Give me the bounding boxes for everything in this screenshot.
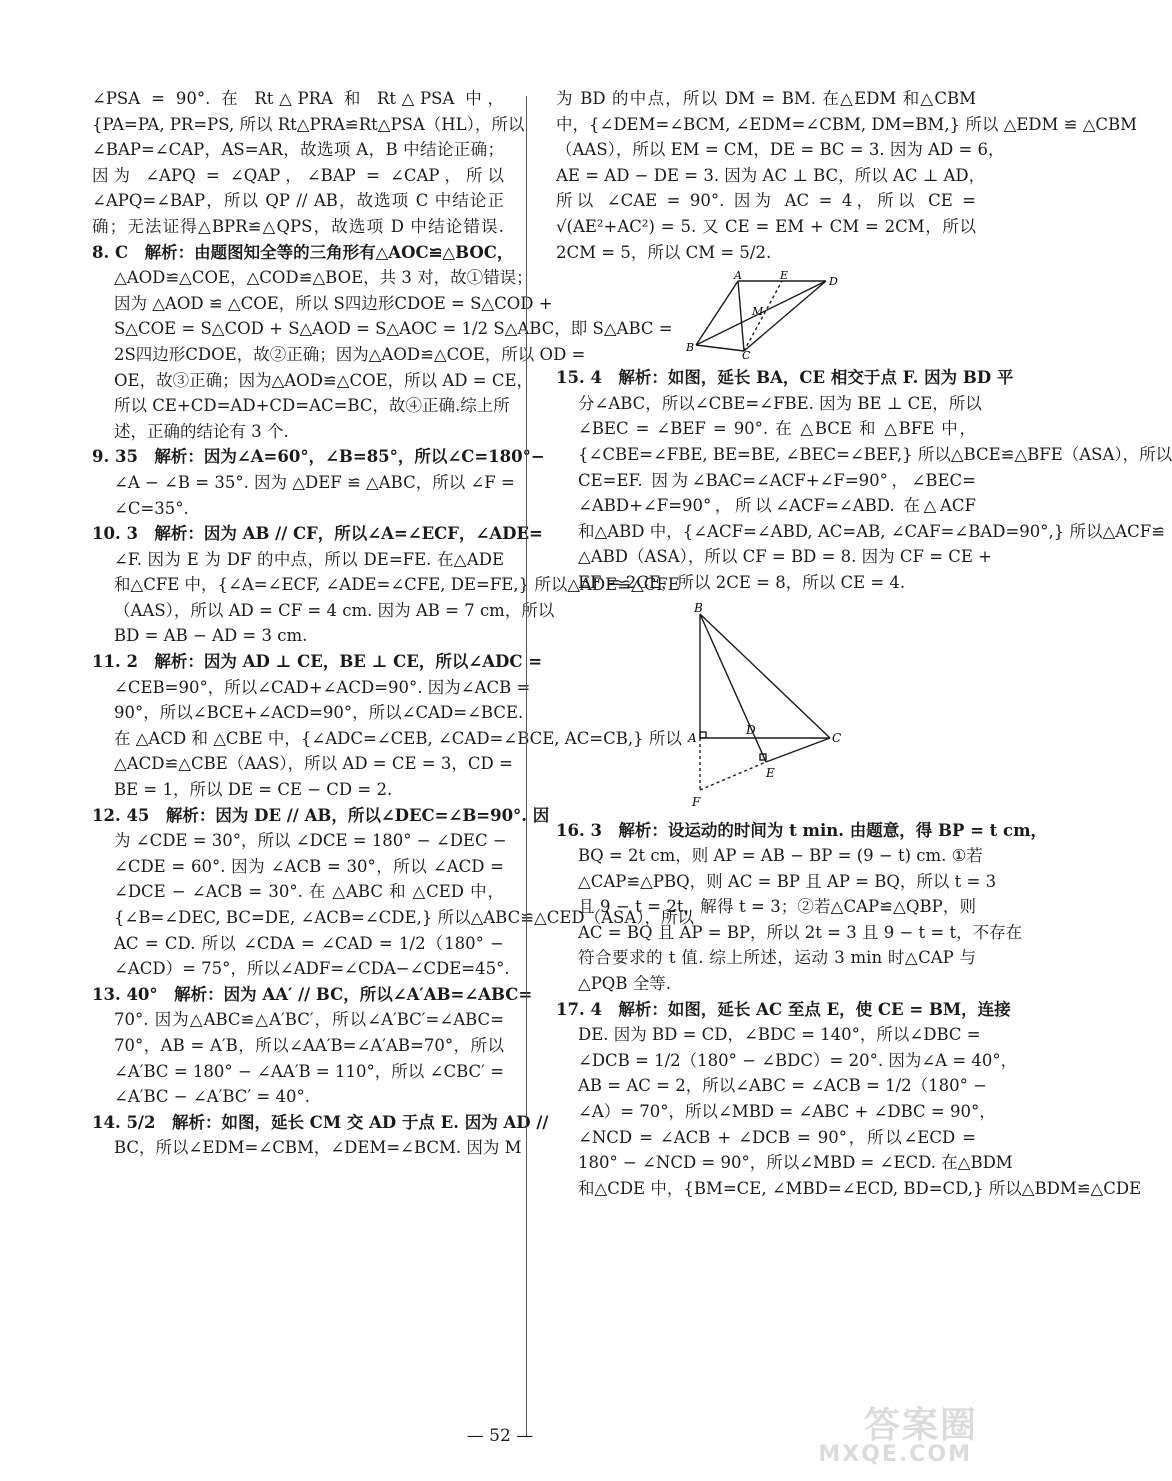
- text-line: 因为 △AOD ≌ △COE，所以 S四边形CDOE = S△COD +: [114, 293, 553, 313]
- fig14-label-d: D: [829, 275, 838, 289]
- text-line: △ABD（ASA），所以 CF = BD = 8. 因为 CF = CE +: [578, 547, 993, 567]
- text-line: BQ = 2t cm，则 AP = AB − BP = (9 − t) cm. ①若: [578, 846, 983, 866]
- fig15-label-b: B: [694, 600, 703, 615]
- text-line: OE，故③正确；因为△AOD≌△COE，所以 AD = CE，: [114, 370, 534, 390]
- text-line: ∠DCB = 1/2（180° − ∠BDC）= 20°. 因为∠A = 40°，: [578, 1050, 1018, 1070]
- page-number-value: 52: [489, 1426, 511, 1446]
- text-line: DE. 因为 BD = CD，∠BDC = 140°，所以∠DBC =: [578, 1025, 981, 1045]
- text-line: ∠ABD+∠F=90°，所以∠ACF=∠ABD. 在△ACF: [578, 496, 976, 516]
- text-line: △CAP≌△PBQ，则 AC = BP 且 AP = BQ，所以 t = 3: [578, 871, 997, 891]
- fig14-label-e: E: [780, 269, 789, 283]
- text-line: AE = AD − DE = 3. 因为 AC ⊥ BC，所以 AC ⊥ AD，: [556, 165, 986, 185]
- text-line: {PA=PA, PR=PS, 所以 Rt△PRA≌Rt△PSA（HL），所以: [92, 114, 525, 134]
- answer-item-16: 16. 3 解析：设运动的时间为 t min. 由题意，得 BP = t cm，: [556, 820, 1048, 840]
- text-line: 2S四边形CDOE，故②正确；因为△AOD≌△COE，所以 OD =: [114, 344, 586, 364]
- text-line: 和△ABD 中，{∠ACF=∠ABD, AC=AB, ∠CAF=∠BAD=90°,} 所以△ACF≌: [578, 521, 1166, 541]
- text-line: 符合要求的 t 值. 综上所述，运动 3 min 时△CAP 与: [578, 948, 976, 968]
- answer-item-8: 8. C 解析：由题图知全等的三角形有△AOC≌△BOC，: [92, 242, 514, 262]
- text-line: △AOD≌△COE，△COD≌△BOE，共 3 对，故①错误；: [114, 268, 533, 288]
- fig15-label-f: F: [692, 794, 701, 809]
- text-line: 所以 ∠CAE = 90°. 因为 AC = 4，所以 CE =: [556, 191, 976, 211]
- answer-item-14: 14. 5/2 解析：如图，延长 CM 交 AD 于点 E. 因为 AD //: [92, 1112, 549, 1132]
- fig14-label-m: M: [752, 305, 764, 319]
- watermark-logo: [808, 1397, 978, 1467]
- text-line: 因为 ∠APQ = ∠QAP，∠BAP = ∠CAP，所以: [92, 165, 504, 185]
- text-line: AC = CD. 所以 ∠CDA = ∠CAD = 1/2（180° −: [114, 933, 504, 953]
- answer-item-9: 9. 35 解析：因为∠A=60°，∠B=85°，所以∠C=180°−: [92, 447, 545, 467]
- text-line: ∠A − ∠B = 35°. 因为 △DEF ≌ △ABC，所以 ∠F =: [114, 472, 515, 492]
- watermark-url: MXQE.COM: [818, 1442, 972, 1467]
- text-line: ∠A′BC = 180° − ∠AA′B = 110°，所以 ∠CBC′ =: [114, 1061, 504, 1081]
- text-line: 为 BD 的中点，所以 DM = BM. 在△EDM 和△CBM: [556, 89, 976, 108]
- text-line: ∠A′BC − ∠A′BC′ = 40°.: [114, 1087, 310, 1107]
- text-line: 为 ∠CDE = 30°，所以 ∠DCE = 180° − ∠DEC −: [114, 831, 507, 851]
- text-line: （AAS），所以 AD = CF = 4 cm. 因为 AB = 7 cm，所以: [114, 600, 555, 620]
- text-line: ∠BEC = ∠BEF = 90°. 在 △BCE 和 △BFE 中，: [578, 419, 976, 439]
- text-line: {∠B=∠DEC, BC=DE, ∠ACB=∠CDE,} 所以△ABC≌△CED（ASA），所以: [114, 908, 695, 927]
- text-line: 述，正确的结论有 3 个.: [114, 421, 289, 441]
- figure-14-diagram: [686, 269, 846, 363]
- fig15-label-e: E: [766, 765, 775, 780]
- answer-item-13: 13. 40° 解析：因为 AA′ // BC，所以∠A′AB=∠ABC=: [92, 984, 533, 1004]
- text-line: 且 9 − t = 2t，解得 t = 3；②若△CAP≌△QBP，则: [578, 897, 976, 917]
- text-line: ∠F. 因为 E 为 DF 的中点，所以 DE=FE. 在△ADE: [114, 549, 504, 569]
- text-line: （AAS），所以 EM = CM，DE = BC = 3. 因为 AD = 6，: [556, 140, 1005, 160]
- column-divider: [526, 96, 527, 1436]
- right-column: [556, 86, 1172, 1201]
- fig15-label-d: D: [746, 722, 756, 737]
- text-line: 确；无法证得△BPR≌△QPS，故选项 D 中结论错误.: [92, 216, 504, 236]
- answer-item-17: 17. 4 解析：如图，延长 AC 至点 E，使 CE = BM，连接: [556, 999, 1011, 1019]
- text-line: √(AE²+AC²) = 5. 又 CE = EM + CM = 2CM，所以: [556, 216, 976, 236]
- text-line: 70°. 因为△ABC≌△A′BC′，所以∠A′BC′=∠ABC=: [114, 1010, 504, 1030]
- text-line: ∠NCD = ∠ACB + ∠DCB = 90°，所以∠ECD =: [578, 1127, 976, 1147]
- text-line: 和△CFE 中，{∠A=∠ECF, ∠ADE=∠CFE, DE=FE,} 所以△ADE≌△CFE: [114, 575, 680, 595]
- text-line: 在 △ACD 和 △CBE 中，{∠ADC=∠CEB, ∠CAD=∠BCE, AC=CB,} 所以: [114, 728, 682, 748]
- answer-item-11: 11. 2 解析：因为 AD ⊥ CE，BE ⊥ CE，所以∠ADC =: [92, 652, 543, 672]
- text-line: EF = 2CE，所以 2CE = 8，所以 CE = 4.: [578, 572, 906, 592]
- text-line: 90°，所以∠BCE+∠ACD=90°，所以∠CAD=∠BCE.: [114, 703, 524, 723]
- text-line: S△COE = S△COD + S△AOD = S△AOC = 1/2 S△ABC，即 S△ABC =: [114, 319, 673, 339]
- text-line: {∠CBE=∠FBE, BE=BE, ∠BEC=∠BEF,} 所以△BCE≌△BFE（ASA），所以: [578, 444, 1172, 464]
- text-line: BD = AB − AD = 3 cm.: [114, 626, 308, 646]
- page-number: — 52 —: [466, 1426, 534, 1446]
- fig14-label-a: A: [734, 269, 742, 283]
- text-line: ∠BAP=∠CAP，AS=AR，故选项 A，B 中结论正确；: [92, 140, 504, 160]
- text-line: 中，{∠DEM=∠BCM, ∠EDM=∠CBM, DM=BM,} 所以 △EDM ≌ △CBM: [556, 114, 1138, 134]
- text-line: ∠A）= 70°，所以∠MBD = ∠ABC + ∠DBC = 90°，: [578, 1102, 996, 1122]
- answer-item-12: 12. 45 解析：因为 DE // AB，所以∠DEC=∠B=90°. 因: [92, 805, 550, 825]
- text-line: CE=EF. 因为∠BAC=∠ACF+∠F=90°，∠BEC=: [578, 470, 976, 490]
- text-line: 180° − ∠NCD = 90°，所以∠MBD = ∠ECD. 在△BDM: [578, 1153, 1013, 1173]
- text-line: 2CM = 5，所以 CM = 5/2.: [556, 242, 772, 262]
- text-line: 分∠ABC，所以∠CBE=∠FBE. 因为 BE ⊥ CE，所以: [578, 393, 982, 413]
- text-line: AC = BQ 且 AP = BP，所以 2t = 3 且 9 − t = t，不存在: [578, 922, 1023, 942]
- text-line: ∠CEB=90°，所以∠CAD+∠ACD=90°. 因为∠ACB =: [114, 677, 531, 697]
- fig14-label-c: C: [742, 349, 751, 363]
- text-line: AB = AC = 2，所以∠ABC = ∠ACB = 1/2（180° −: [578, 1076, 987, 1096]
- answer-item-15: 15. 4 解析：如图，延长 BA，CE 相交于点 F. 因为 BD 平: [556, 368, 1014, 388]
- text-line: 和△CDE 中，{BM=CE, ∠MBD=∠ECD, BD=CD,} 所以△BDM≌△CDE: [578, 1178, 1142, 1198]
- text-line: △PQB 全等.: [578, 974, 671, 994]
- fig15-label-c: C: [832, 730, 842, 745]
- text-line: 所以 CE+CD=AD+CD=AC=BC，故④正确.综上所: [114, 396, 510, 416]
- fig14-label-b: B: [686, 341, 695, 355]
- text-line: △ACD≌△CBE（AAS），所以 AD = CE = 3，CD =: [114, 754, 513, 774]
- text-line: ∠ACD）= 75°，所以∠ADF=∠CDA−∠CDE=45°.: [114, 959, 510, 979]
- text-line: ∠PSA = 90°. 在 Rt△PRA 和 Rt△PSA 中，: [92, 89, 504, 108]
- text-line: BE = 1，所以 DE = CE − CD = 2.: [114, 780, 393, 800]
- fig15-label-a: A: [688, 730, 697, 745]
- answer-item-10: 10. 3 解析：因为 AB // CF，所以∠A=∠ECF，∠ADE=: [92, 524, 543, 544]
- text-line: 70°，AB = A′B，所以∠AA′B=∠A′AB=70°，所以: [114, 1035, 504, 1055]
- watermark-text: 答案圈: [863, 1405, 978, 1446]
- figure-15-diagram: [686, 602, 846, 812]
- text-line: ∠C=35°.: [114, 498, 189, 518]
- text-line: BC，所以∠EDM=∠CBM，∠DEM=∠BCM. 因为 M: [114, 1138, 522, 1158]
- text-line: ∠DCE − ∠ACB = 30°. 在 △ABC 和 △CED 中，: [114, 882, 504, 902]
- text-line: ∠CDE = 60°. 因为 ∠ACB = 30°，所以 ∠ACD =: [114, 856, 504, 876]
- text-line: ∠APQ=∠BAP，所以 QP // AB，故选项 C 中结论正: [92, 191, 504, 211]
